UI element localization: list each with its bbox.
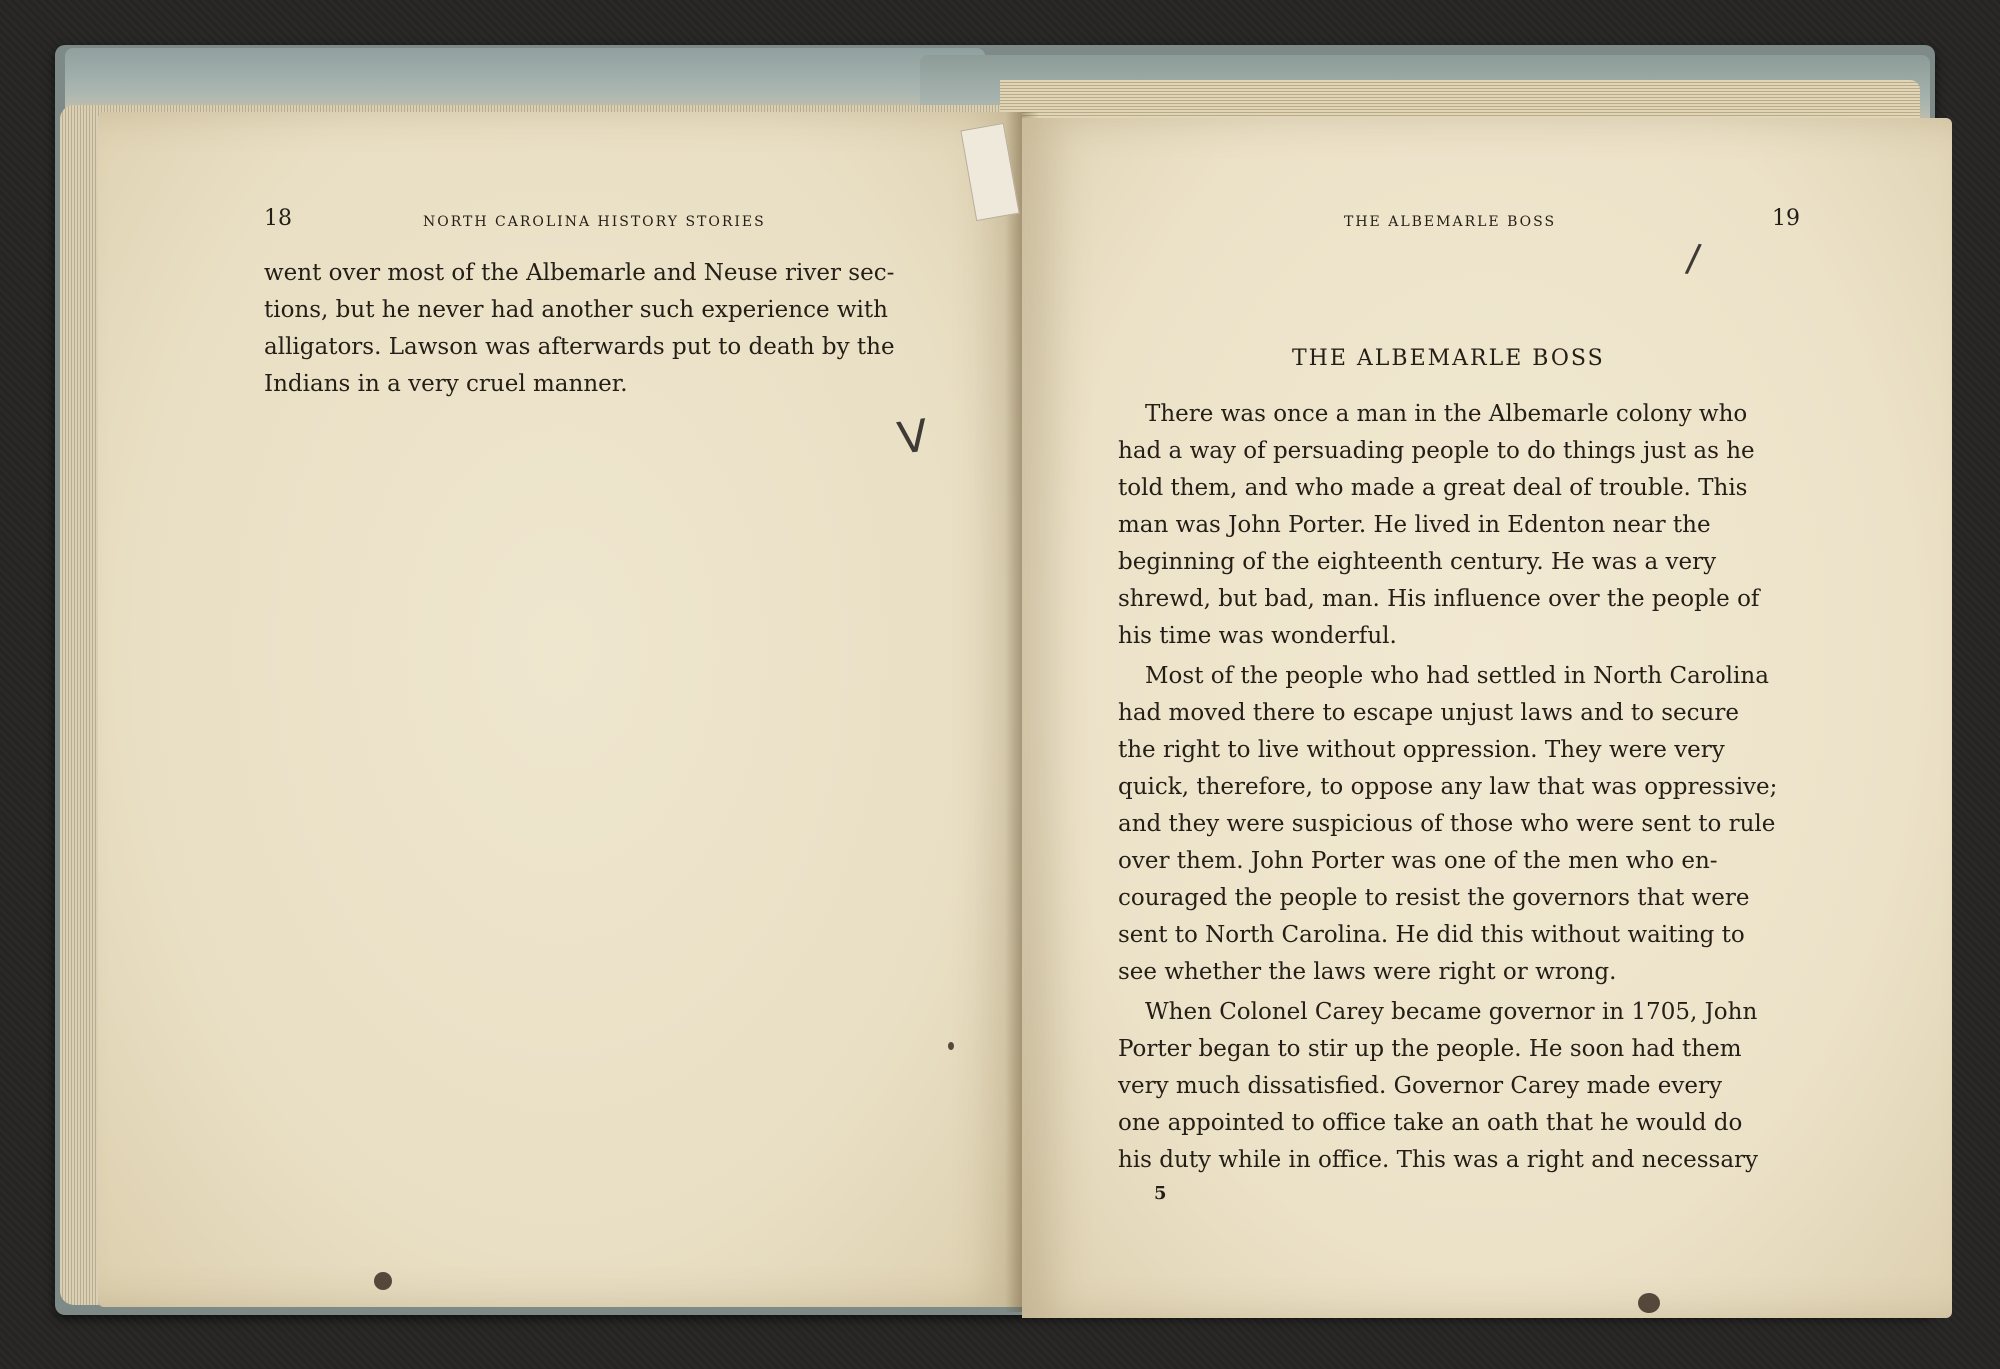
left-page: [98, 112, 1022, 1307]
page-stain: [374, 1272, 392, 1290]
right-line-21: his duty while in office. This was a right and necessary: [1118, 1147, 1759, 1173]
right-line-7: his time was wonderful.: [1118, 623, 1397, 649]
right-pencil-mark: /: [1684, 235, 1703, 281]
right-line-2: had a way of persuading people to do things just as he: [1118, 438, 1755, 464]
right-line-12: and they were suspicious of those who were sent to rule: [1118, 811, 1776, 837]
left-running-head: NORTH CAROLINA HISTORY STORIES: [423, 214, 766, 230]
page-spot: [948, 1042, 954, 1050]
right-page: [1022, 118, 1952, 1318]
left-pencil-mark: V: [894, 410, 932, 465]
right-line-5: beginning of the eighteenth century. He was a very: [1118, 549, 1717, 575]
right-line-11: quick, therefore, to oppose any law that was oppressive;: [1118, 774, 1778, 800]
right-line-19: very much dissatisfied. Governor Carey made every: [1118, 1073, 1723, 1099]
left-line-3: alligators. Lawson was afterwards put to death by the: [264, 334, 895, 360]
page-stain: [1638, 1293, 1660, 1313]
right-folio: 19: [1772, 206, 1800, 231]
right-line-8: Most of the people who had settled in North Carolina: [1145, 663, 1769, 689]
left-line-4: Indians in a very cruel manner.: [264, 371, 628, 397]
left-line-2: tions, but he never had another such experience with: [264, 297, 888, 323]
right-line-14: couraged the people to resist the governors that were: [1118, 885, 1750, 911]
right-running-head: THE ALBEMARLE BOSS: [1344, 214, 1557, 230]
right-line-18: Porter began to stir up the people. He soon had them: [1118, 1036, 1742, 1062]
right-line-20: one appointed to office take an oath that he would do: [1118, 1110, 1743, 1136]
signature-mark: 5: [1154, 1183, 1167, 1204]
right-line-1: There was once a man in the Albemarle colony who: [1145, 401, 1748, 427]
left-line-1: went over most of the Albemarle and Neuse river sec-: [264, 260, 895, 286]
right-line-15: sent to North Carolina. He did this without waiting to: [1118, 922, 1745, 948]
chapter-title: THE ALBEMARLE BOSS: [1292, 346, 1605, 371]
right-line-13: over them. John Porter was one of the men who en-: [1118, 848, 1718, 874]
right-line-10: the right to live without oppression. They were very: [1118, 737, 1725, 763]
right-line-16: see whether the laws were right or wrong.: [1118, 959, 1617, 985]
right-line-6: shrewd, but bad, man. His influence over the people of: [1118, 586, 1760, 612]
right-line-4: man was John Porter. He lived in Edenton near the: [1118, 512, 1711, 538]
right-line-17: When Colonel Carey became governor in 1705, John: [1145, 999, 1758, 1025]
right-line-3: told them, and who made a great deal of trouble. This: [1118, 475, 1748, 501]
left-folio: 18: [264, 206, 292, 231]
right-line-9: had moved there to escape unjust laws and to secure: [1118, 700, 1739, 726]
